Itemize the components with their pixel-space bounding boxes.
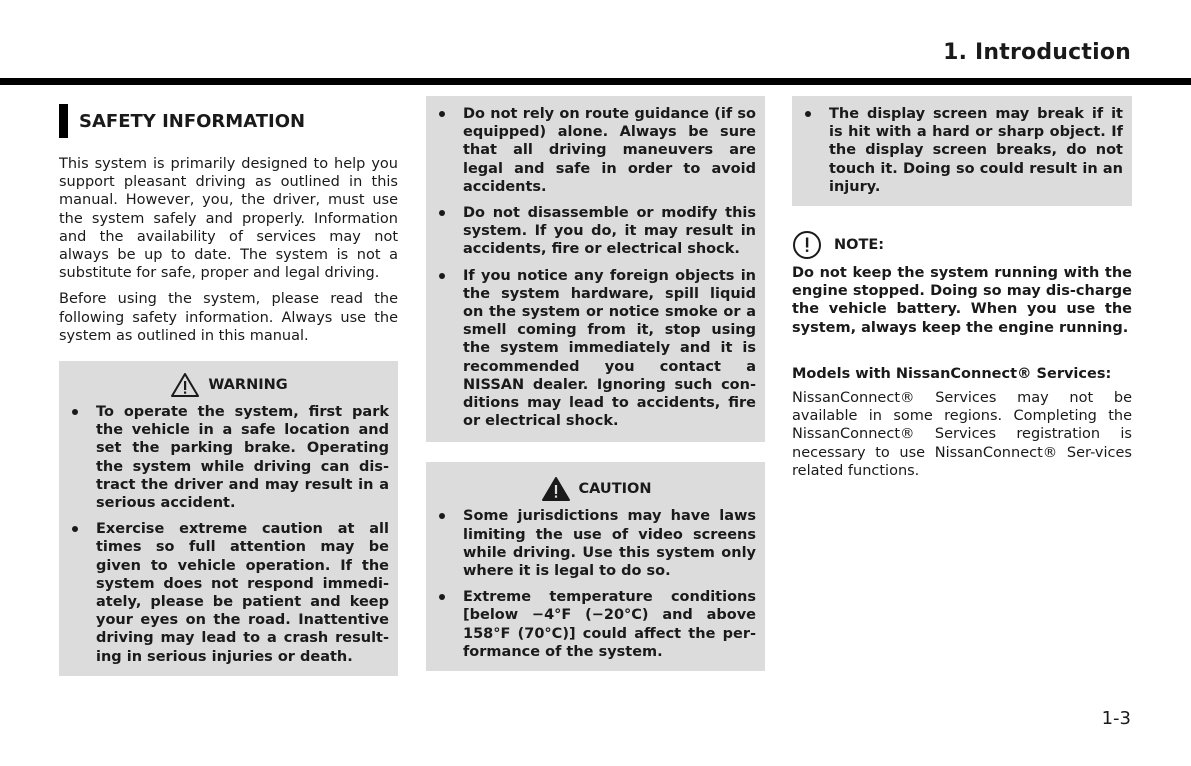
note-text: Do not keep the system running with the engine stopped. Doing so may dis-charge the vehicle battery. When you use the system, always keep the engine running. xyxy=(792,265,1132,336)
bullet-dot xyxy=(805,111,811,117)
header-rule xyxy=(0,78,1191,85)
bullet-dot xyxy=(439,594,445,600)
warning-box xyxy=(59,361,398,676)
caution-box-continued xyxy=(792,96,1132,206)
warning-item: If you notice any foreign objects in the system hardware, spill liquid on the system or notice smoke or a smell coming from it, stop using the system immediately and it is recommended you contact a NISSAN dealer. Ignoring such con-ditions may lead to accidents, fire or electrical shock. xyxy=(436,267,756,431)
caution-heading xyxy=(436,475,756,503)
bullet-dot xyxy=(439,210,445,216)
page-number: 1-3 xyxy=(1101,708,1131,729)
section-bar xyxy=(59,104,68,138)
warning-item: Do not rely on route guidance (if so equipped) alone. Always be sure that all driving maneuvers are legal and safe in order to avoid accidents. xyxy=(436,105,756,196)
section-title: SAFETY INFORMATION xyxy=(79,110,306,132)
warning-item: Exercise extreme caution at all times so full attention may be given to vehicle operation. If the system does not respond immedi-ately, please be patient and keep your eyes on the road. Inattentive driving may lead to a crash result-ing in serious injuries or death. xyxy=(69,520,389,666)
models-text: NissanConnect® Services may not be available in some regions. Completing the NissanConnect® Services registration is necessary to use NissanConnect® Ser-vices related functions. xyxy=(792,390,1132,479)
note-exclamation-circle-icon xyxy=(792,230,822,260)
intro-paragraph-1: This system is primarily designed to help you support pleasant driving as outlined in this manual. However, you, the driver, must use the system safely and properly. Information and the availability of services may not always be up to date. The system is not a substitute for safe, proper and legal driving. xyxy=(59,156,398,282)
bullet-dot xyxy=(439,513,445,519)
bullet-dot xyxy=(72,526,78,532)
warning-triangle-outline-icon xyxy=(170,372,200,398)
note-heading xyxy=(792,230,1132,260)
warning-box-continued xyxy=(426,96,765,442)
intro-paragraph-2: Before using the system, please read the following safety information. Always use the system as outlined in this manual. xyxy=(59,291,398,344)
caution-title: CAUTION xyxy=(578,481,652,498)
bullet-dot xyxy=(439,111,445,117)
caution-item: Extreme temperature conditions [below −4°F (−20°C) and above 158°F (70°C)] could affect the per-formance of the system. xyxy=(436,588,756,661)
section-heading xyxy=(59,104,398,138)
column-3 xyxy=(792,96,1132,480)
warning-title: WARNING xyxy=(208,377,288,394)
models-heading: Models with NissanConnect® Services: xyxy=(792,365,1112,382)
caution-item: The display screen may break if it is hit with a hard or sharp object. If the display screen breaks, do not touch it. Doing so could result in an injury. xyxy=(802,105,1123,196)
warning-item: Do not disassemble or modify this system. If you do, it may result in accidents, fire or electrical shock. xyxy=(436,204,756,259)
caution-item: Some jurisdictions may have laws limiting the use of video screens while driving. Use this system only where it is legal to do so. xyxy=(436,507,756,580)
warning-item: To operate the system, first park the vehicle in a safe location and set the parking brake. Operating the system while driving can dis-tract the driver and may result in a serious accident. xyxy=(69,403,389,512)
caution-triangle-filled-icon xyxy=(541,476,571,502)
bullet-dot xyxy=(72,409,78,415)
chapter-title: 1. Introduction xyxy=(943,40,1131,65)
note-title: NOTE: xyxy=(834,237,885,254)
warning-heading xyxy=(69,371,389,399)
column-2 xyxy=(426,96,765,671)
caution-box xyxy=(426,462,765,671)
bullet-dot xyxy=(439,273,445,279)
column-1 xyxy=(59,102,398,676)
